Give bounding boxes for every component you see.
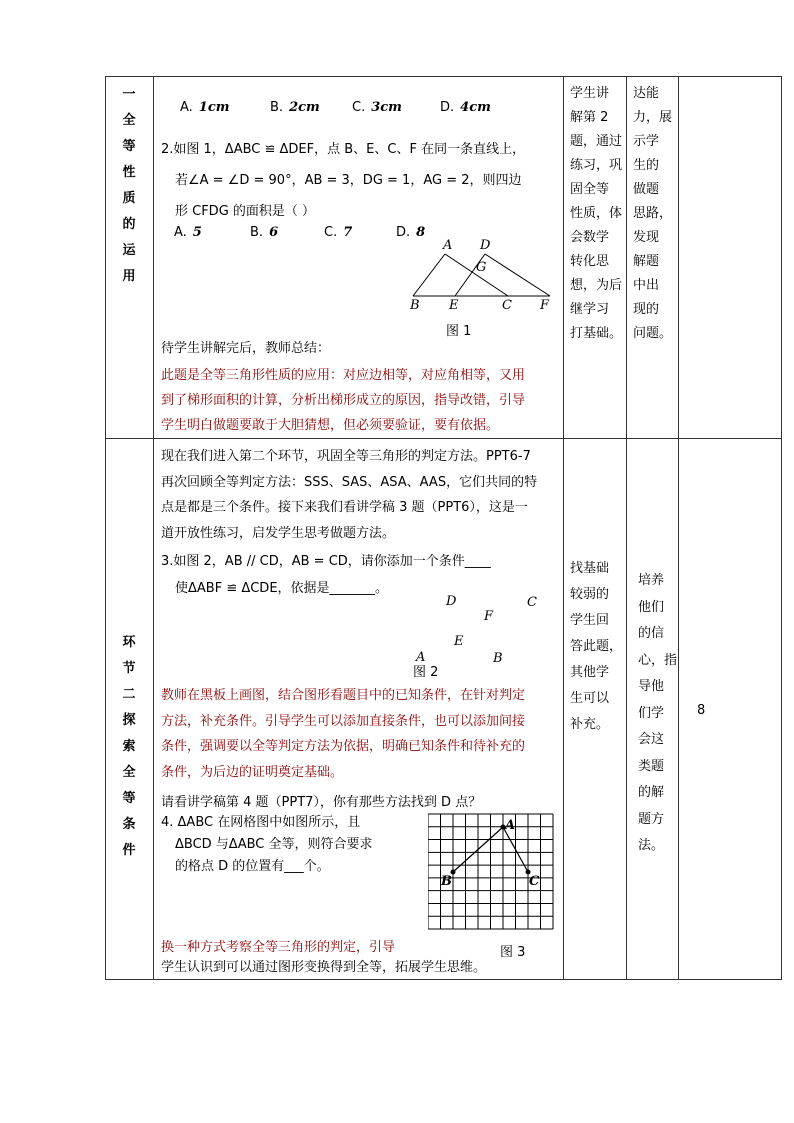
design-intent-line: 们学	[638, 705, 665, 721]
student-activity-line: 补充。	[570, 717, 610, 732]
design-intent-line: 中出	[633, 278, 660, 293]
figure-3-grid	[428, 812, 558, 934]
section1-label-line: 性质	[122, 165, 136, 206]
fig1-label-e: E	[449, 298, 459, 313]
teacher-guidance-line: 方法，补充条件。引导学生可以添加直接条件，也可以添加间接	[161, 713, 526, 729]
intro-line: 再次回顾全等判定方法：SSS、SAS、ASA、AAS，它们共同的特	[161, 474, 538, 490]
student-activity-line: 生可以	[570, 691, 610, 706]
table-border-top	[105, 76, 782, 77]
section2-label-line: 全等	[122, 765, 136, 806]
section2-label-line: 节	[122, 661, 136, 676]
q4-line: 的格点 D 的位置有___个。	[175, 859, 330, 874]
student-activity-line: 答此题，	[570, 639, 623, 654]
student-activity-line: 打基础。	[570, 326, 623, 341]
teacher-guidance-line: 教师在黑板上画图，结合图形看题目中的已知条件，在针对判定	[161, 688, 526, 703]
intro-line: 现在我们进入第二个环节，巩固全等三角形的判定方法。PPT6-7	[161, 449, 531, 464]
q4-line: ΔBCD 与ΔABC 全等，则符合要求	[175, 837, 373, 852]
section1-design-intent	[633, 82, 679, 346]
q2-line: 若∠A = ∠D = 90°，AB = 3，DG = 1，AG = 2，则四边	[175, 173, 522, 188]
student-activity-line: 学生回	[570, 613, 610, 628]
design-intent-line: 导他	[638, 679, 665, 694]
fig3-label-c: C	[529, 874, 540, 889]
design-intent-line: 思路，	[633, 206, 673, 221]
table-border-left	[105, 76, 106, 979]
fig1-label-g: G	[476, 260, 487, 275]
design-intent-line: 力，展	[633, 110, 673, 125]
fig1-caption: 图 1	[446, 324, 472, 339]
closing-text: 学生认识到可以通过图形变换得到全等，拓展学生思维。	[161, 960, 487, 975]
fig2-label-d: D	[446, 594, 457, 609]
design-intent-line: 发现	[633, 230, 660, 245]
q2-option-b: B. 6	[250, 225, 279, 240]
fig1-label-f: F	[540, 298, 550, 313]
teacher-guidance	[161, 683, 561, 785]
section1-label-line: 用	[122, 269, 136, 284]
q2-option-d: D. 8	[396, 225, 426, 240]
student-activity-line: 学生讲	[570, 86, 610, 101]
table-border-right	[781, 76, 782, 979]
time-minutes: 8	[697, 703, 706, 718]
fig1-label-c: C	[502, 298, 512, 313]
intro-line: 点是都是三个条件。接下来我们看讲学稿 3 题（PPT6），这是一	[161, 500, 528, 515]
fig3-label-a: A	[505, 818, 516, 833]
section2-intro	[161, 444, 561, 546]
section1-label-line: 一	[122, 87, 136, 102]
q4-prompt: 请看讲学稿第 4 题（PPT7），你有那些方法找到 D 点？	[161, 795, 482, 810]
design-intent-line: 的信	[638, 626, 665, 641]
section2-label-line: 环	[122, 635, 136, 650]
design-intent-line: 法。	[638, 838, 665, 853]
student-activity-line: 继学习	[570, 302, 610, 317]
q3-line: 3.如图 2，AB // CD，AB = CD，请你添加一个条件____	[161, 554, 491, 569]
design-intent-line: 做题	[633, 182, 660, 197]
fig1-label-d: D	[480, 238, 491, 253]
summary-line: 此题是全等三角形性质的应用：对应边相等，对应角相等，又用	[161, 368, 526, 383]
teacher-guidance-line: 条件，为后边的证明奠定基础。	[161, 764, 344, 780]
student-activity-line: 会数学	[570, 230, 610, 245]
summary-text	[161, 363, 561, 438]
student-activity-line: 找基础	[570, 561, 610, 576]
student-activity-line: 较弱的	[570, 587, 610, 602]
design-intent-line: 现的	[633, 302, 660, 317]
table-column-divider	[153, 76, 154, 979]
design-intent-line: 解题	[633, 254, 660, 269]
design-intent-line: 生的	[633, 158, 660, 173]
closing-red: 换一种方式考察全等三角形的判定，引导	[161, 940, 396, 955]
section2-label-line: 探索	[122, 713, 136, 754]
q2-line: 2.如图 1，ΔABC ≌ ΔDEF，点 B、E、C、F 在同一条直线上，	[161, 142, 526, 157]
student-activity-line: 解第 2	[570, 110, 609, 125]
section2-student-activity	[570, 556, 626, 738]
design-intent-line: 心，指	[638, 652, 678, 668]
student-activity-line: 性质，体	[570, 206, 623, 221]
q2-line: 形 CFDG 的面积是（ ）	[175, 204, 316, 219]
fig2-label-f: F	[484, 609, 494, 624]
design-intent-line: 示学	[633, 134, 660, 149]
design-intent-line: 问题。	[633, 326, 673, 341]
section1-label-line: 全等	[122, 113, 136, 154]
q4-line: 4. ΔABC 在网格图中如图所示，且	[161, 815, 361, 830]
fig2-label-e: E	[454, 634, 464, 649]
q1-option-c: C. 3cm	[352, 100, 402, 115]
fig2-label-a: A	[416, 650, 426, 665]
design-intent-line: 题方	[638, 811, 665, 827]
design-intent-line: 培养	[638, 573, 665, 588]
fig1-label-a: A	[443, 238, 453, 253]
student-activity-line: 题，通过	[570, 134, 623, 149]
design-intent-line: 会这	[638, 732, 665, 747]
design-intent-line: 的解	[638, 785, 665, 800]
fig3-label-b: B	[441, 874, 452, 889]
q3-line: 使ΔABF ≌ ΔCDE，依据是_______。	[175, 581, 389, 596]
table-row-divider	[105, 438, 782, 439]
q1-option-a: A. 1cm	[180, 100, 230, 115]
q2-option-c: C. 7	[324, 225, 353, 240]
section2-design-intent	[638, 568, 678, 860]
summary-intro: 待学生讲解完后，教师总结：	[161, 341, 331, 356]
fig2-label-c: C	[527, 595, 537, 610]
fig1-label-b: B	[410, 298, 420, 313]
student-activity-line: 转化思	[570, 254, 610, 269]
table-column-divider	[563, 76, 564, 979]
q2-text	[161, 139, 559, 223]
fig3-caption: 图 3	[500, 945, 526, 960]
student-activity-line: 练习，巩	[570, 158, 623, 173]
section2-label-line: 条件	[122, 817, 136, 858]
table-border-bottom	[105, 979, 782, 980]
design-intent-line: 他们	[638, 599, 665, 615]
section1-student-activity	[570, 82, 626, 346]
table-column-divider	[626, 76, 627, 979]
section1-label-line: 的运	[122, 217, 136, 258]
q4-text	[161, 812, 421, 878]
q1-option-d: D. 4cm	[440, 100, 491, 115]
section2-label-line: 二	[122, 687, 136, 702]
design-intent-line: 达能	[633, 86, 660, 101]
teacher-guidance-line: 条件，强调要以全等判定方法为依据，明确已知条件和待补充的	[161, 739, 526, 754]
student-activity-line: 想，为后	[570, 278, 623, 293]
section2-label	[118, 630, 140, 864]
student-activity-line: 其他学	[570, 665, 610, 680]
q1-option-b: B. 2cm	[270, 100, 320, 115]
q2-option-a: A. 5	[174, 225, 202, 240]
summary-line: 到了梯形面积的计算，分析出梯形成立的原因，指导改错，引导	[161, 393, 526, 408]
section1-label	[118, 82, 140, 290]
student-activity-line: 固全等	[570, 182, 610, 197]
fig2-caption: 图 2	[413, 665, 439, 680]
intro-line: 道开放性练习，启发学生思考做题方法。	[161, 525, 396, 541]
summary-line: 学生明白做题要敢于大胆猜想，但必须要验证，要有依据。	[161, 418, 500, 433]
fig2-label-b: B	[493, 651, 503, 666]
design-intent-line: 类题	[638, 758, 665, 774]
